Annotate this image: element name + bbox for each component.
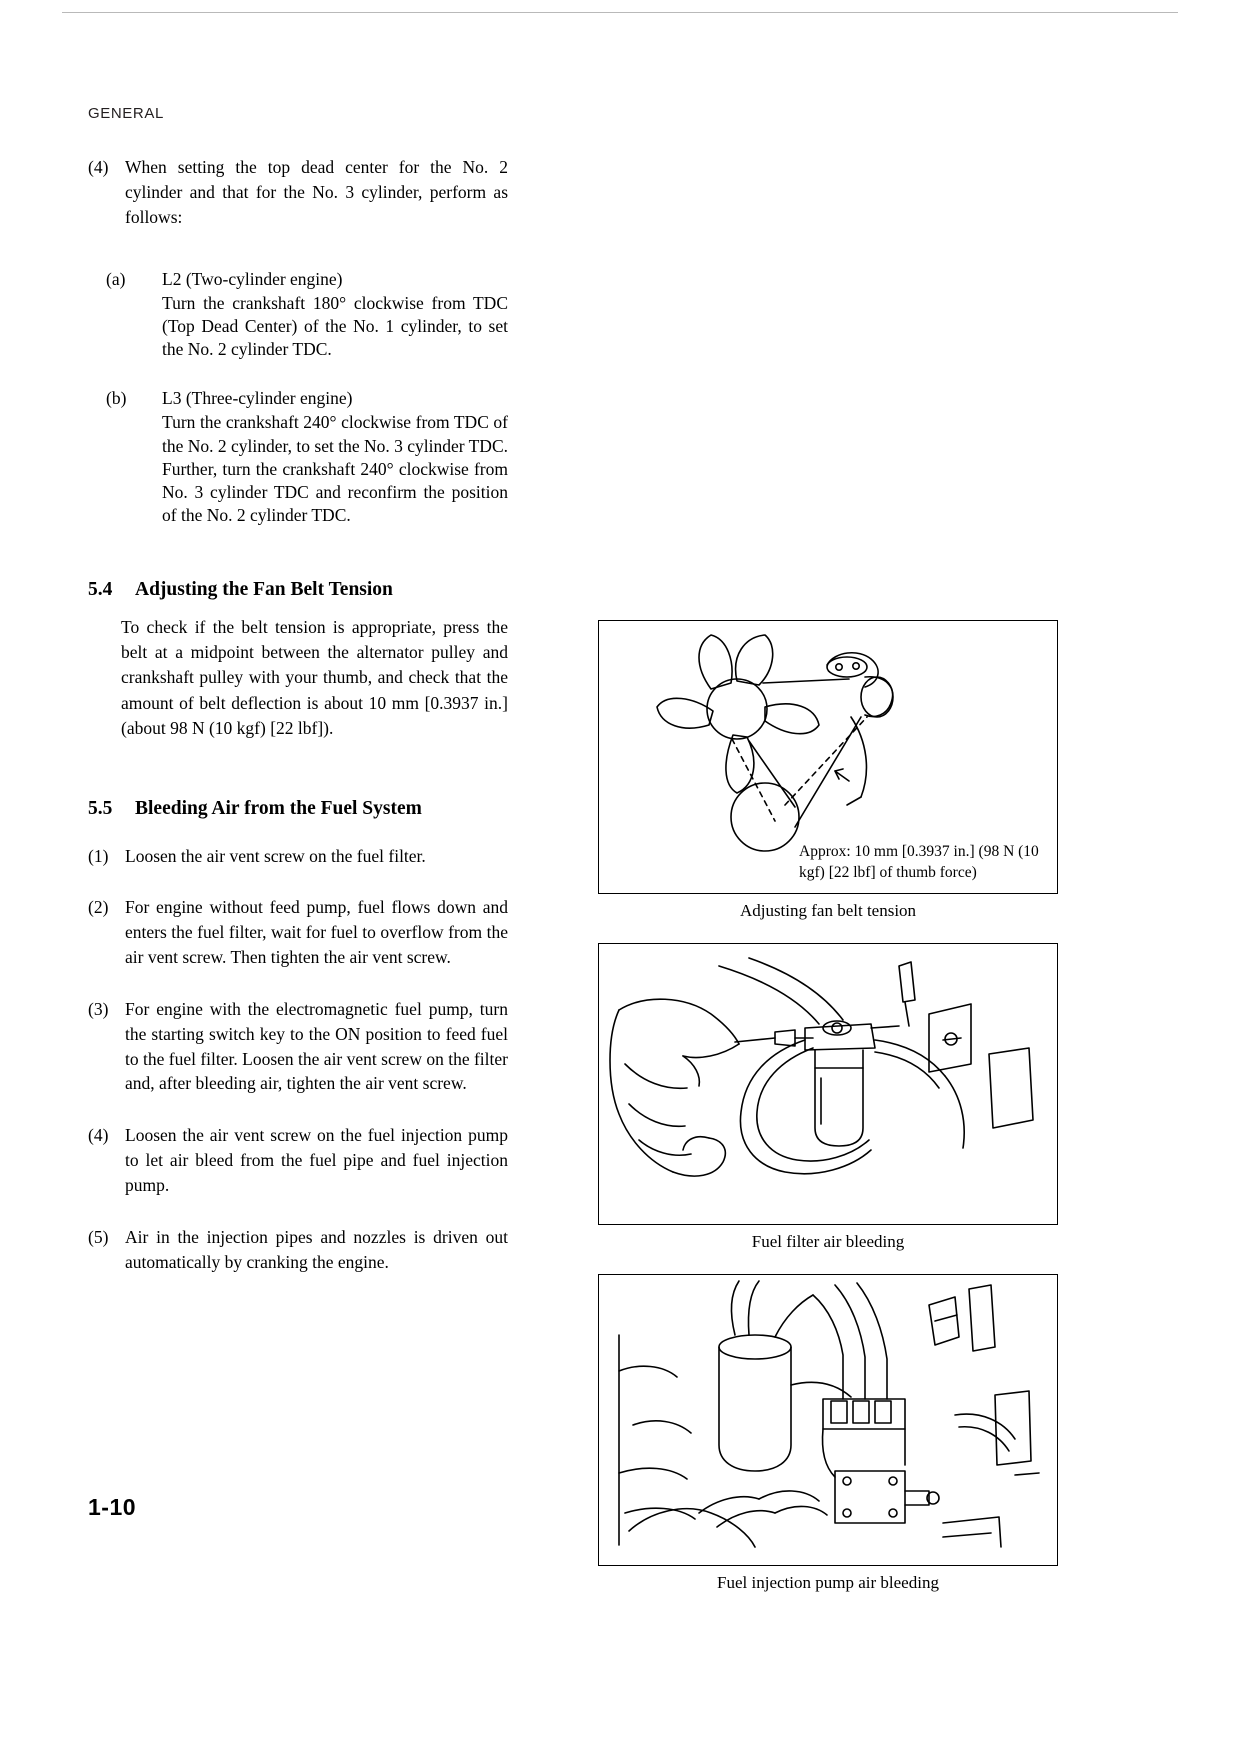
list-marker: (1): [88, 845, 109, 866]
list-item-b-body: [106, 411, 508, 527]
figure-column: [598, 620, 1058, 1615]
figure-injection-pump-image: [598, 1274, 1058, 1566]
list-item: [88, 895, 508, 970]
list-item: [88, 997, 508, 1096]
fuel-injection-pump-illustration: [599, 1275, 1055, 1561]
section-title: Adjusting the Fan Belt Tension: [135, 578, 393, 600]
list-item-b-title: L3 (Three-cylinder engine): [162, 388, 353, 409]
list-item-text: Loosen the air vent screw on the fuel injection pump to let air bleed from the fuel pipe and fuel injection pump.: [125, 1125, 508, 1195]
section-number: 5.5: [88, 797, 113, 819]
figure-fuel-filter-image: [598, 943, 1058, 1225]
list-item-text: For engine with the electromagnetic fuel pump, turn the starting switch key to the ON position to feed fuel to the fuel filter. Loosen the air vent screw on the filter and, after bleeding air, tighten the air vent screw.: [125, 998, 508, 1094]
section-5-4-body: To check if the belt tension is appropriate, press the belt at a midpoint between the alternator pulley and crankshaft pulley with your thumb, and check that the amount of belt deflection is about 10 mm [0.3937 in.] (about 98 N (10 kgf) [22 lbf]).: [121, 616, 508, 739]
figure-caption: Fuel injection pump air bleeding: [717, 1573, 939, 1592]
list-item: [88, 1225, 508, 1275]
list-item-a-body: [106, 292, 508, 362]
list-marker: (a): [106, 268, 126, 289]
list-item-text: Air in the injection pipes and nozzles is driven out automatically by cranking the engine.: [125, 1226, 508, 1272]
list-marker: (4): [88, 157, 109, 177]
fuel-filter-illustration: [599, 944, 1055, 1220]
figure-fuel-filter: [598, 943, 1058, 1252]
list-item-b-heading: [106, 388, 508, 409]
list-marker: (4): [88, 1125, 109, 1146]
text-column: [88, 155, 508, 1292]
list-item-text: Turn the crankshaft 240° clockwise from TDC of the No. 2 cylinder, to set the No. 3 cylinder TDC. Further, turn the crankshaft 240° clockwise from No. 3 cylinder TDC and reconfirm the position of the No. 2 cylinder TDC.: [162, 412, 508, 526]
section-number: 5.4: [88, 578, 113, 600]
list-marker: (b): [106, 388, 127, 409]
list-item-text: For engine without feed pump, fuel flows down and enters the fuel filter, wait for fuel to overflow from the air vent screw. Then tighten the air vent screw.: [125, 897, 508, 968]
figure-caption: Fuel filter air bleeding: [751, 1232, 905, 1251]
figure-note: Approx: 10 mm [0.3937 in.] (98 N (10 kgf) [22 lbf] of thumb force): [799, 843, 1039, 881]
figure-fan-belt: [598, 620, 1058, 921]
section-heading-5-4: [88, 579, 508, 601]
page-header-label: GENERAL: [88, 105, 164, 122]
list-item-a-heading: [106, 269, 508, 290]
list-item: [88, 1123, 508, 1198]
list-item-4: [88, 155, 508, 230]
list-item-text: Turn the crankshaft 180° clockwise from TDC (Top Dead Center) of the No. 1 cylinder, to set the No. 2 cylinder TDC.: [162, 292, 508, 360]
section-heading-5-5: [88, 798, 508, 820]
figure-injection-pump: [598, 1274, 1058, 1593]
list-marker: (5): [88, 1226, 109, 1247]
page-top-rule: [62, 12, 1178, 13]
figure-fan-belt-image: [598, 620, 1058, 894]
list-marker: (2): [88, 897, 109, 918]
list-marker: (3): [88, 998, 109, 1019]
page-number: 1-10: [88, 1494, 137, 1520]
list-item-text: When setting the top dead center for the No. 2 cylinder and that for the No. 3 cylinder, perform as follows:: [125, 157, 508, 227]
list-item-a-title: L2 (Two-cylinder engine): [162, 268, 343, 289]
figure-caption: Adjusting fan belt tension: [739, 901, 917, 920]
list-item-text: Loosen the air vent screw on the fuel filter.: [125, 845, 426, 866]
section-title: Bleeding Air from the Fuel System: [135, 797, 422, 819]
list-item: [88, 844, 508, 869]
